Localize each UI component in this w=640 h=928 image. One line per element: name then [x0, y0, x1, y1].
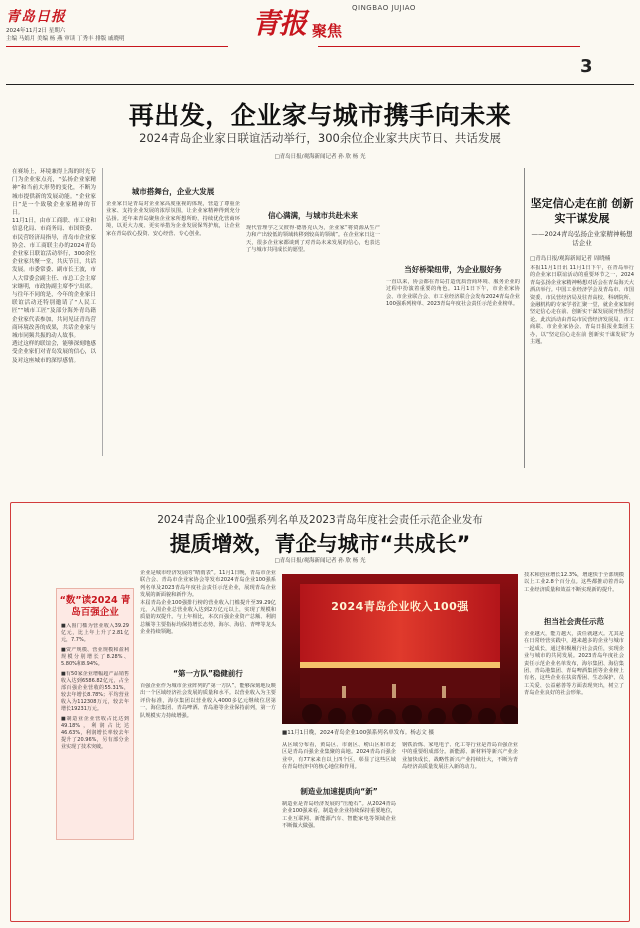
right-top-text: 技术和创业增长12.3%，增速快于全部规模以上工业2.8个百分点。这些都推动着青岛工业经济质量和效益不断实现新的提升。 [524, 572, 624, 593]
feature-right-column [524, 572, 624, 912]
feature-kicker: 2024青岛企业100强系列名单及2023青岛年度社会责任示范企业发布 [157, 514, 483, 526]
top-divider [6, 84, 634, 85]
event-photo [282, 574, 518, 724]
lead-byline: □青岛日报/观海新闻记者 孙 欣 杨 光 [274, 154, 366, 160]
lead-column-3 [246, 168, 380, 456]
lead-subhead: 2024青岛企业家日联谊活动举行，300余位企业家共庆节日、共话发展 [139, 131, 501, 145]
lead-intro-p4: 透过这样的联谊会，能够深刻地感受企业家们对青岛发展的信心，以及对这座城市的深厚感情。 [12, 341, 96, 364]
brand-title: 青报 [252, 7, 307, 40]
date-line: 2024年11月2日 星期六 [6, 28, 66, 34]
section-title-1: 城市搭舞台，企业大发展 [131, 187, 215, 196]
section-title-3: 当好桥梁纽带，为企业服好务 [404, 265, 502, 274]
lead-intro-column [12, 168, 96, 456]
lead-column-4 [386, 168, 520, 456]
brand-suffix: 聚焦 [312, 22, 343, 40]
subhead-first-text: 百强企业作为城市企业阵列的“第一方队”，能够深刻地反映出一个区域经济社会发展的质量和水平。以营业收入为主要评价标准，海尔集团以营业收入4000多亿元继续位居第一，海信集团、青岛啤酒、青岛港等企业保持前列，第一方队规模实力持续增强。 [140, 683, 276, 719]
feature-column-3-text: 从区域分布看，黄岛区、市南区、崂山区和市北区是青岛百强企业集聚的高地。2024青岛百强企业中，有77家来自以上四个区，彰显了这些区域在青岛经济中的核心地位和作用。 [282, 742, 396, 771]
feature-column-3 [282, 784, 396, 908]
stats-point-2: ■资产规模、营业规模和盈利规模分别增长了8.28%、5.80%和8.94%。 [61, 647, 129, 667]
subhead-social: 担当社会责任示范 [544, 617, 604, 626]
side-byline: □青岛日报/观海新闻记者 周晓楠 [530, 256, 611, 262]
lead-intro-p2: 11月1日，由市工商联、市工业和信息化局、市商务局、市国资委、市民营经济局指导，青岛市企业家协会、市工商联主办的2024青岛企业家日联谊活动举行，300余位企业家共聚一堂，共庆节日，共话发展。市委常委、副市长王波，市人大常委会副主任、市总工会主席宋继明，市政协副主席李宁出席。 [12, 218, 96, 290]
feature-column-2 [140, 648, 276, 908]
lead-intro-p3: 与往年不同的是，今年的企业家日联谊活动还特别邀请了“人民工匠”“城市工匠”及部分海外青岛籍企业家代表参加，共同见证青岛营商环境改善的成果，共话企业家与城市同频共振的动人故事。 [12, 292, 96, 340]
subhead-mfg: 制造业加速提质向“新” [300, 787, 378, 796]
side-story [530, 196, 634, 480]
feature-lead-p2: 本届青岛企业100强排行榜的营业收入门槛提升至39.29亿元，入围企业总营业收入达到2万亿元以上，实现了规模和质量的双提升。与上年相比，本次百强企业资产总额、利润总额等主要指标均保持增长态势，海尔、海信、青啤等龙头企业持续领跑。 [140, 599, 276, 636]
section-text-3: 一直以来，协会都在青岛打造优质营商环境、服务企业的过程中扮演着重要的角色。11月1日下午，市企业家协会、市企业联合会、市工业经济联合会发布2024青岛企业100强系列榜单、2023青岛年度社会责任示范企业榜单。 [386, 279, 520, 308]
stats-point-4: ■制造业企业营收占比达到49.18%，利润占比达46.63%，利润增长率较去年提升了20.96%，另有部分企业实现了技术突破。 [61, 716, 129, 750]
feature-lead-p1: 企业是城市经济发展的“晴雨表”。11月1日晚，青岛市企业联合会、青岛市企业家协会等发布2024青岛企业100强系列名单及2023青岛年度社会责任示范企业，展现青岛企业发展的新面貌和新作为。 [140, 570, 276, 599]
side-text: 本报11月1日讯 11月1日下午，在青岛举行的企业家日联谊活动的重要环节之一，2024青岛弘扬企业家精神畅想对话会在青岛海天大酒店举行。中国工业经济学会及青岛市、市国资委、市民营经济局及驻青高校、科研院所、金融机构的专家学者汇聚一堂，就企业家如何坚定信心走在前、创新实干谋发展展开热烈讨论。此次活动由青岛市民营经济发展局、市工商联、市企业家协会、青岛日报报业集团主办，以“坚定信心走在前 创新实干谋发展”为主题。 [530, 265, 634, 346]
side-subhead: ——2024青岛弘扬企业家精神畅想话企业 [531, 230, 633, 247]
subhead-mfg-text: 制造业是青岛经济发展的“压舱石”。从2024青岛企业100强来看，制造业企业持续保持重要地位，工业互联网、新能源汽车、智能家电等领域企业不断做大做强。 [282, 801, 396, 830]
newspaper-logo [6, 6, 66, 24]
section-text-1: 企业家日是青岛对企业家高度重视的体现，营造了尊重企业家、支持企业发展的浓厚氛围，让企业家精神得到充分弘扬。近年来青岛聚焦企业家所想所盼，持续优化营商环境，以更大力度、更实举措为企业发展保驾护航，让企业家在青岛放心投资、安心经营、专心创业。 [106, 201, 240, 237]
feature-lead-text [140, 570, 276, 640]
lead-intro-p1: 在赛场上，环境兼得上海的时光专门为企业家点亮，“弘扬企业家精神”和当前大形势的变化，不断为城市提供新的发展动能。“企业家日”是一个致敬企业家精神的节日。 [12, 169, 96, 217]
pinyin-label: QINGBAO JUJIAO [352, 4, 416, 12]
page-number: 3 [580, 56, 593, 77]
lead-headline: 再出发，企业家与城市携手向未来 [128, 101, 512, 130]
photo-caption: ■11月1日晚，2024青岛企业100强系列名单发布。杨志文 摄 [282, 730, 434, 736]
side-headline: 坚定信心走在前 创新实干谋发展 [530, 197, 634, 225]
section-title-2: 信心满满，与城市共赴未来 [268, 211, 358, 220]
feature-byline: □青岛日报/观海新闻记者 孙 欣 杨 光 [274, 558, 366, 564]
section-text-2: 现代管理学之父彼得·德鲁克认为，企业家“将资源从生产力和产出较低的领域转移到较高的领域”。在企业家日这一天，很多企业家都谈到了对青岛未来发展的信心，也表达了与城市共同成长的愿望。 [246, 225, 380, 254]
feature-headline: 提质增效，青企与城市“共成长” [169, 532, 471, 556]
lead-column-2 [106, 168, 240, 456]
editors-line: 主编 马娟月 美编 杨 燕 审读 丁秀丰 排版 戚晓明 [6, 36, 125, 42]
stats-point-3: ■有50家企业增幅超产品销售收入达到6586.82亿元，占全部百强企业营收的55.31%，较去年增长8.78%；平均营业收入为112308万元，较去年增长19231万元。 [61, 671, 129, 712]
photo-banner-text: 2024青岛企业收入100强 [331, 600, 469, 613]
feature-column-4-text: 钢铁冶炼、家电电子、化工等行业是青岛百强企业中的重要组成部分。新能源、新材料等新兴产业企业加快成长，战略性新兴产业持续壮大，不断为青岛经济高质量发展注入新的动力。 [402, 742, 518, 771]
stats-sidebar [56, 588, 134, 840]
subhead-first: “第一方队”稳健前行 [173, 669, 243, 678]
subhead-social-text: 企业越大，能力越大，责任就越大。尤其是在日常经营实践中，越来越多的企业与城市一起成长，通过积极履行社会责任，实现企业与城市的共同发展。2023青岛年度社会责任示范企业名单发布，海尔集团、海信集团、青岛港集团、青岛啤酒集团等企业榜上有名，这些企业在扶贫帮困、生态保护、员工关爱、公益慈善等方面表现突出，树立了青岛企业良好的社会形象。 [524, 631, 624, 697]
stats-title: “数”读2024 青岛百强企业 [59, 595, 131, 618]
logo-text: 青岛日报 [6, 9, 66, 25]
stats-point-1: ■入围门槛为营业收入39.29亿元，比上年上升了2.81亿元，7.7%。 [61, 623, 129, 643]
